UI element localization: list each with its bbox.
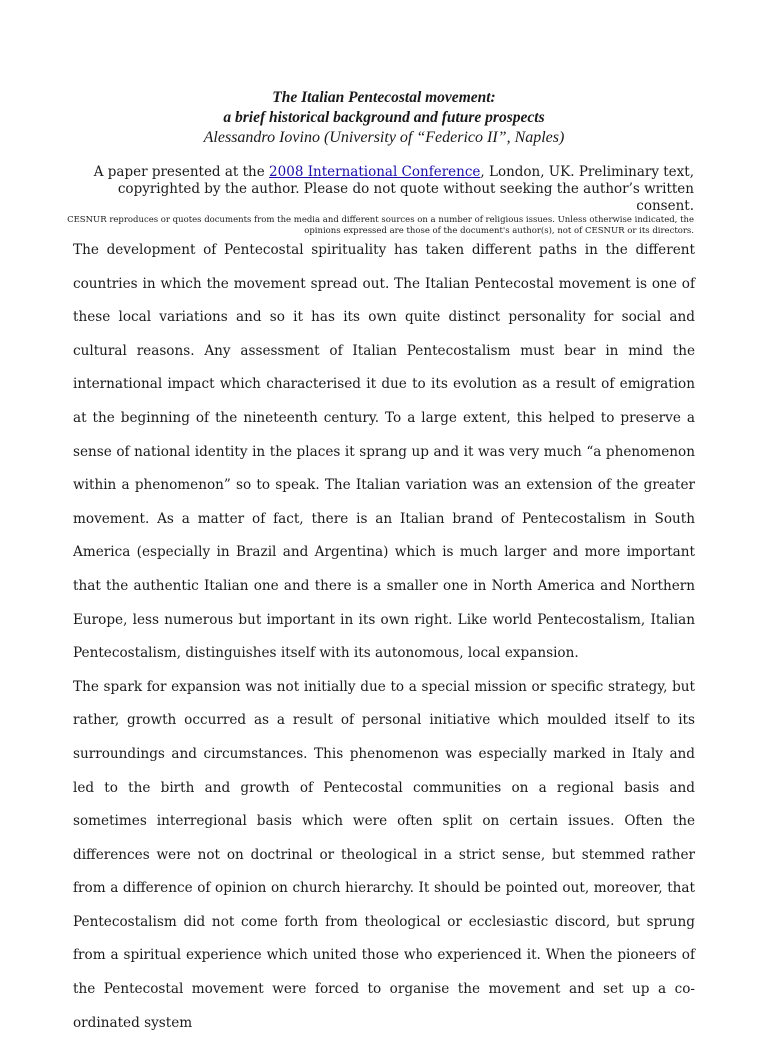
conference-notice <box>60 164 694 237</box>
notice-prefix: A paper presented at the <box>93 164 270 180</box>
paragraph-2: The spark for expansion was not initially due to a special mission or specific strategy, but rather, growth occurred as a result of personal initiative which moulded itself to its surroundings and circumstances. This phenomenon was especially marked in Italy and led to the birth and growth of Pentecostal communities on a regional basis and sometimes interregional basis which were often split on certain issues. Often the differences were not on doctrinal or theological in a strict sense, but stemmed rather from a difference of opinion on church hierarchy. It should be pointed out, moreover, that Pentecostalism did not come forth from theological or ecclesiastic discord, but sprung from a spiritual experience which united those who experienced it. When the pioneers of the Pentecostal movement were forced to organise the movement and set up a co-ordinated system <box>73 678 695 1031</box>
body-text <box>73 234 695 1040</box>
author-affiliation: Alessandro Iovino (University of “Federico II”, Naples) <box>203 129 565 146</box>
conference-link[interactable]: 2008 International Conference <box>269 164 481 180</box>
notice-suffix: , London, UK. Preliminary text, copyrighted by the author. Please do not quote without seeking the author’s written consent. <box>117 164 694 214</box>
paper-title-line-2: a brief historical background and future prospects <box>223 109 545 126</box>
cesnur-disclaimer: CESNUR reproduces or quotes documents from the media and different sources on a number of religious issues. Unless otherwise indicated, the opinions expressed are those of the document's author(s), not of CESNUR or its directors. <box>67 215 694 236</box>
paper-title-line-1: The Italian Pentecostal movement: <box>272 89 496 106</box>
title-block <box>0 88 768 148</box>
paragraph-1: The development of Pentecostal spirituality has taken different paths in the different countries in which the movement spread out. The Italian Pentecostal movement is one of these local variations and so it has its own quite distinct personality for social and cultural reasons. Any assessment of Italian Pentecostalism must bear in mind the international impact which characterised it due to its evolution as a result of emigration at the beginning of the nineteenth century. To a large extent, this helped to preserve a sense of national identity in the places it sprang up and it was very much “a phenomenon within a phenomenon” so to speak. The Italian variation was an extension of the greater movement. As a matter of fact, there is an Italian brand of Pentecostalism in South America (especially in Brazil and Argentina) which is much larger and more important that the authentic Italian one and there is a smaller one in North America and Northern Europe, less numerous but important in its own right. Like world Pentecostalism, Italian Pentecostalism, distinguishes itself with its autonomous, local expansion. <box>73 242 695 662</box>
